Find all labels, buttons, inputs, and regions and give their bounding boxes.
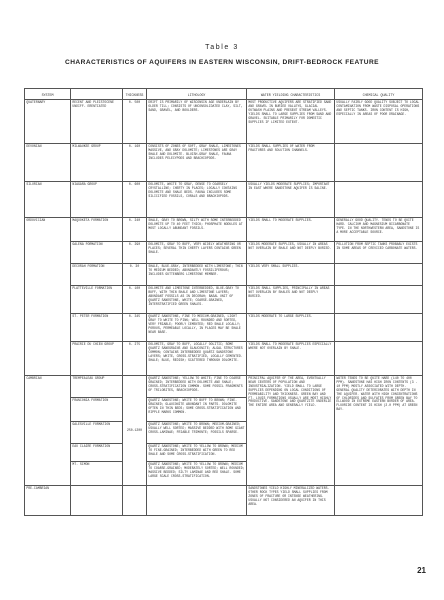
thickness-cell: 0- 160 bbox=[123, 144, 147, 182]
thickness-cell: 0- 30 bbox=[123, 264, 147, 286]
system-cell: ORDOVICIAN bbox=[25, 218, 71, 376]
header-water-yield: WATER YIELDING CHARACTERISTICS bbox=[247, 89, 335, 100]
quality-cell bbox=[335, 286, 423, 314]
unit-cell: GALESVILLE FORMATION bbox=[71, 422, 123, 444]
thickness-cell: 0- 345 bbox=[123, 314, 147, 342]
water-cell: YIELDS SMALL SUPPLIES OF WATER FROM FRACTURES AND SOLUTION CHANNELS. bbox=[247, 144, 335, 182]
quality-cell bbox=[335, 264, 423, 286]
table-row bbox=[25, 264, 423, 286]
unit-cell: MILWAUKEE GROUP bbox=[71, 144, 123, 182]
lithology-cell: QUARTZ SANDSTONE; YELLOW TO WHITE; FINE TO COARSE GRAINED; INTERBEDDED WITH DOLOMITE AND SHALE; CROSS-STRATIFICATION COMMON. SOME FOSSIL FRAGMENTS OF TRILOBITES, BRACHIOPODS. bbox=[147, 376, 247, 398]
table-row bbox=[25, 100, 423, 144]
lithology-cell: QUARTZ SANDSTONE; WHITE TO YELLOW TO BROWN; MEDIUM TO COARSE-GRAINED; MODERATELY SORTED; WELL ROUNDED; MASSIVE BEDDED; SILTY LAMINAE AND RED SHALE. SOME LARGE SCALE CROSS-STRATIFICATION. bbox=[147, 462, 247, 486]
thickness-cell: 250-1200 bbox=[123, 376, 147, 486]
lithology-cell bbox=[147, 486, 247, 516]
system-cell: PRE-CAMBRIAN bbox=[25, 486, 71, 516]
table-row bbox=[25, 182, 423, 218]
unit-cell: MAQUOKETA FORMATION bbox=[71, 218, 123, 242]
header-system: SYSTEM bbox=[25, 89, 71, 100]
table-row bbox=[25, 286, 423, 314]
quality-cell: USUALLY FAIRLY GOOD QUALITY SUBJECT TO LOCAL CONTAMINATION FROM WASTE DISPOSAL OPERATIONS AND SEPTIC TANKS. IRON CONTENT IS HIGH, ESPECIALLY IN AREAS OF POOR DRAINAGE. bbox=[335, 100, 423, 144]
thickness-cell bbox=[123, 486, 147, 516]
unit-cell: PLATTEVILLE FORMATION bbox=[71, 286, 123, 314]
lithology-cell: DOLOMITE, GRAY TO BUFF, VERY WIDELY WEATHERING OR PLACES; SEVERAL THIN CHERTY LAYERS CONTAINS GREEN SHALE. bbox=[147, 242, 247, 264]
water-cell: USUALLY YIELDS MODERATE SUPPLIES; IMPORTANT IN EAST WHERE SANDSTONE AQUIFER IS SALINE. bbox=[247, 182, 335, 218]
table-row bbox=[25, 242, 423, 264]
page-number: 21 bbox=[417, 566, 426, 575]
lithology-cell: QUARTZ SANDSTONE; WHITE TO BROWN; MEDIUM-GRAINED; USUALLY WELL SORTED; MASSIVE BEDDED WITH SOME GIANT CROSS-LAMINAE; FRIABLE TRIMONTE; FOSSILS SPARSE. bbox=[147, 422, 247, 444]
unit-cell: ST. PETER FORMATION bbox=[71, 314, 123, 342]
thickness-cell: 0- 275 bbox=[123, 342, 147, 376]
water-cell: YIELDS MODERATE TO LARGE SUPPLIES. bbox=[247, 314, 335, 342]
water-cell: YIELDS SMALL TO MODERATE SUPPLIES ESPECIALLY WHERE NOT OVERLAIN BY SHALE. bbox=[247, 342, 335, 376]
unit-cell bbox=[71, 486, 123, 516]
thickness-cell: 0- 100 bbox=[123, 286, 147, 314]
system-cell: CAMBRIAN bbox=[25, 376, 71, 486]
thickness-cell: 0- 500 bbox=[123, 100, 147, 144]
system-cell: QUATERNARY bbox=[25, 100, 71, 144]
table-row bbox=[25, 144, 423, 182]
unit-cell: TREMPEALEAU GROUP bbox=[71, 376, 123, 398]
water-cell: YIELDS SMALL SUPPLIES, PRINCIPALLY IN AREAS NOT OVERLAIN BY SHALES AND NOT DEEPLY BURIED. bbox=[247, 286, 335, 314]
table-row bbox=[25, 218, 423, 242]
table-label: Table 3 bbox=[205, 44, 239, 51]
header-unit bbox=[71, 89, 123, 100]
thickness-cell: 0- 600 bbox=[123, 182, 147, 218]
unit-cell: RECENT AND PLEISTOCENE UNDIFF- ERENTIATED bbox=[71, 100, 123, 144]
water-cell: MOST PRODUCTIVE AQUIFERS ARE STRATIFIED SAND AND GRAVEL IN BURIED VALLEYS, GLACIAL OUTWASH PLAINS AND PRESENT STREAM VALLEYS. YIELDS SMALL TO LARGE SUPPLIES FROM SAND AND GRAVEL. SUITABLE PRIMARILY FOR DOMESTIC SUPPLIES IF LIMITED EXTENT. bbox=[247, 100, 335, 144]
unit-cell: MT. SIMON bbox=[71, 462, 123, 486]
quality-cell: WATER TENDS TO BE QUITE HARD (140 TO 400 PPM). SANDSTONE HAS HIGH IRON CONTENTS (3 - 10 PPM) MOSTLY ASSOCIATED WITH DEPTH. GENERAL QUALITY DETERIORATES WITH DEPTH IN THE AQUIFER. WATER WITH HIGH CONCENTRATIONS OF CHLORIDES AND SULFATES FROM GREEN BAY TO ELLWOOD IN EXTREME EASTERN BORDER OF AREA. FLUORIDE CONTENT IS HIGH (2.0 PPM) AT GREEN BAY. bbox=[335, 376, 423, 486]
water-cell: YIELDS SMALL TO MODERATE SUPPLIES. bbox=[247, 218, 335, 242]
header-lithology: LITHOLOGY bbox=[147, 89, 247, 100]
unit-cell: DECORAH FORMATION bbox=[71, 264, 123, 286]
lithology-cell: QUARTZ SANDSTONE; WHITE TO YELLOW TO BROWN; MEDIUM TO FINE-GRAINED; INTERBEDDED WITH GREEN TO RED SHALE AND SOME CROSS-STRATIFICATION. bbox=[147, 444, 247, 462]
table-title: CHARACTERISTICS OF AQUIFERS IN EASTERN WISCONSIN, DRIFT-BEDROCK FEATURE bbox=[64, 59, 380, 66]
unit-cell: PRAIRIE DU CHIEN GROUP bbox=[71, 342, 123, 376]
table-row bbox=[25, 376, 423, 398]
quality-cell: POLLUTION FROM SEPTIC TANKS PROBABLY EXISTS IN SOME AREAS OF CREVICED CARBONATE WATERS. bbox=[335, 242, 423, 264]
quality-cell bbox=[335, 486, 423, 516]
header-row bbox=[25, 89, 423, 100]
lithology-cell: DOLOMITE, GRAY TO BUFF, LOCALLY OOLITIC; SOME QUARTZ SANDGRAINS AND GLAUCONITE; ALGAL STRUCTURES COMMON; CONTAINS INTERBEDDED QUARTZ SANDSTONE LAYERS; WHITE, CROSS-STRATIFIED, LOCALLY CEMENTED. SHALE; BLUE, REDISH; SCATTERED THROUGH DOLOMITE. bbox=[147, 342, 247, 376]
system-cell: DEVONIAN bbox=[25, 144, 71, 182]
table-row bbox=[25, 314, 423, 342]
water-cell: YIELDS MODERATE SUPPLIES, USUALLY IN AREAS NOT OVERLAIN BY SHALE AND NOT DEEPLY BURIED. bbox=[247, 242, 335, 264]
system-cell: SILURIAN bbox=[25, 182, 71, 218]
lithology-cell: SHALE, GRAY TO BROWN, SILTY WITH SOME INTERBEDDED DOLOMITE UP TO 40 FEET THICK; PHOSPHATE NODULES AT MOST LOCALLY ABUNDANT FOSSILS. bbox=[147, 218, 247, 242]
aquifer-table bbox=[24, 88, 423, 516]
thickness-cell: 0- 290 bbox=[123, 242, 147, 264]
lithology-cell: DRIFT IS PRIMARILY OF WISCONSIN AGE UNDERLAIN BY OLDER TILL; CONSISTS OF UNCONSOLIDATED CLAY, SILT, SAND, GRAVEL, AND BOULDERS. bbox=[147, 100, 247, 144]
lithology-cell: DOLOMITE, WHITE TO GRAY, DENSE TO COARSELY CRYSTALLINE; CHERTY IN PLACES; LOCALLY CONTAINS DOLOMITE AND SHALE BEDS. FAUNA INCLUDES SOME SILICIFIED FOSSILS, CORALS AND BRACHIOPODS. bbox=[147, 182, 247, 218]
quality-cell: GENERALLY GOOD QUALITY. TENDS TO BE QUITE HARD. CALCIUM AND MAGNESIUM BICARBONATE TYPE. IN THE NORTHWESTERN AREA, SANDSTONE IS A MORE ACCEPTABLE SOURCE. bbox=[335, 218, 423, 242]
lithology-cell: SHALE, BLUE-GRAY, INTERBEDDED WITH LIMESTONE; THIN TO MEDIUM BEDDED; ABUNDANTLY FOSSILIFEROUS; INCLUDES GUTTENBERG LIMESTONE MEMBER. bbox=[147, 264, 247, 286]
quality-cell bbox=[335, 342, 423, 376]
thickness-cell: 0- 240 bbox=[123, 218, 147, 242]
unit-cell: GALENA FORMATION bbox=[71, 242, 123, 264]
header-chemical-quality: CHEMICAL QUALITY bbox=[335, 89, 423, 100]
lithology-cell: CONSISTS OF ZONES OF SOFT, GRAY SHALE, LIMESTONES MASSIVE, AND GRAY DOLOMITE; LIMESTONES ARE GRAY SHALE AND DOLOMITE. BLUISH-GRAY SHALE, FAUNA INCLUDES PELECYPODS AND BRACHIOPODS. bbox=[147, 144, 247, 182]
lithology-cell: DOLOMITE AND LIMESTONE INTERBEDDED, BLUE-GRAY TO BUFF, WITH THIN SHALE AND LIMESTONE LAYERS; ABUNDANT FOSSILS AS IN DECORAH; BASAL UNIT OF QUARTZ SANDSTONE, WHITE; COARSE-GRAINED, INTERSTRATIFIED GREEN SHALES. bbox=[147, 286, 247, 314]
unit-cell: EAU CLAIRE FORMATION bbox=[71, 444, 123, 462]
header-thickness: THICKNESS bbox=[123, 89, 147, 100]
lithology-cell: QUARTZ SANDSTONE; WHITE TO BUFF TO BROWN; FINE-GRAINED; GLAUCONITE ABUNDANT IN PARTS. DOLOMITE OFTEN IN THIN BEDS; SOME CROSS-STRATIFICATION AND RIPPLE MARKS COMMON. bbox=[147, 398, 247, 422]
quality-cell bbox=[335, 182, 423, 218]
quality-cell bbox=[335, 314, 423, 342]
table-row bbox=[25, 342, 423, 376]
unit-cell: NIAGARA GROUP bbox=[71, 182, 123, 218]
water-cell: PRINCIPAL AQUIFER OF THE AREA, EVENTUALLY NEAR CENTERS OF POPULATION AND INDUSTRIALIZATION. YIELD SMALL TO LARGE SUPPLIES DEPENDING ON LOCAL CONDITIONS OF PERMEABILITY AND THICKNESS. GREEN BAY AND FT. LOUIS FORMATIONS USUALLY ARE MOST HIGHLY PRODUCTIVE. SANDSTONE AND QUARTZITE UNDERLIE THE ENTIRE AREA AND GENERALLY YIELD. bbox=[247, 376, 335, 486]
table-row bbox=[25, 486, 423, 516]
quality-cell bbox=[335, 144, 423, 182]
water-cell: YIELDS VERY SMALL SUPPLIES. bbox=[247, 264, 335, 286]
unit-cell: FRANCONIA FORMATION bbox=[71, 398, 123, 422]
lithology-cell: QUARTZ SANDSTONE, FINE TO MEDIUM-GRAINED, LIGHT GRAY TO WHITE TO PINK; WELL ROUNDED AND SORTED, VERY FRIABLE; POORLY CEMENTED; RED SHALE LOCALLY; POROUS, PERMEABLE LOCALLY, IN PLACES MAY BE SHALE NEAR BASE. bbox=[147, 314, 247, 342]
water-cell: SANDSTONES YIELD HIGHLY MINERALIZED WATERS. OTHER ROCK TYPES YIELD SMALL SUPPLIES FROM ZONES OF FRACTURE OR INTENSE WEATHERING. USUALLY NOT CONSIDERED AN AQUIFER IN THIS AREA. bbox=[247, 486, 335, 516]
